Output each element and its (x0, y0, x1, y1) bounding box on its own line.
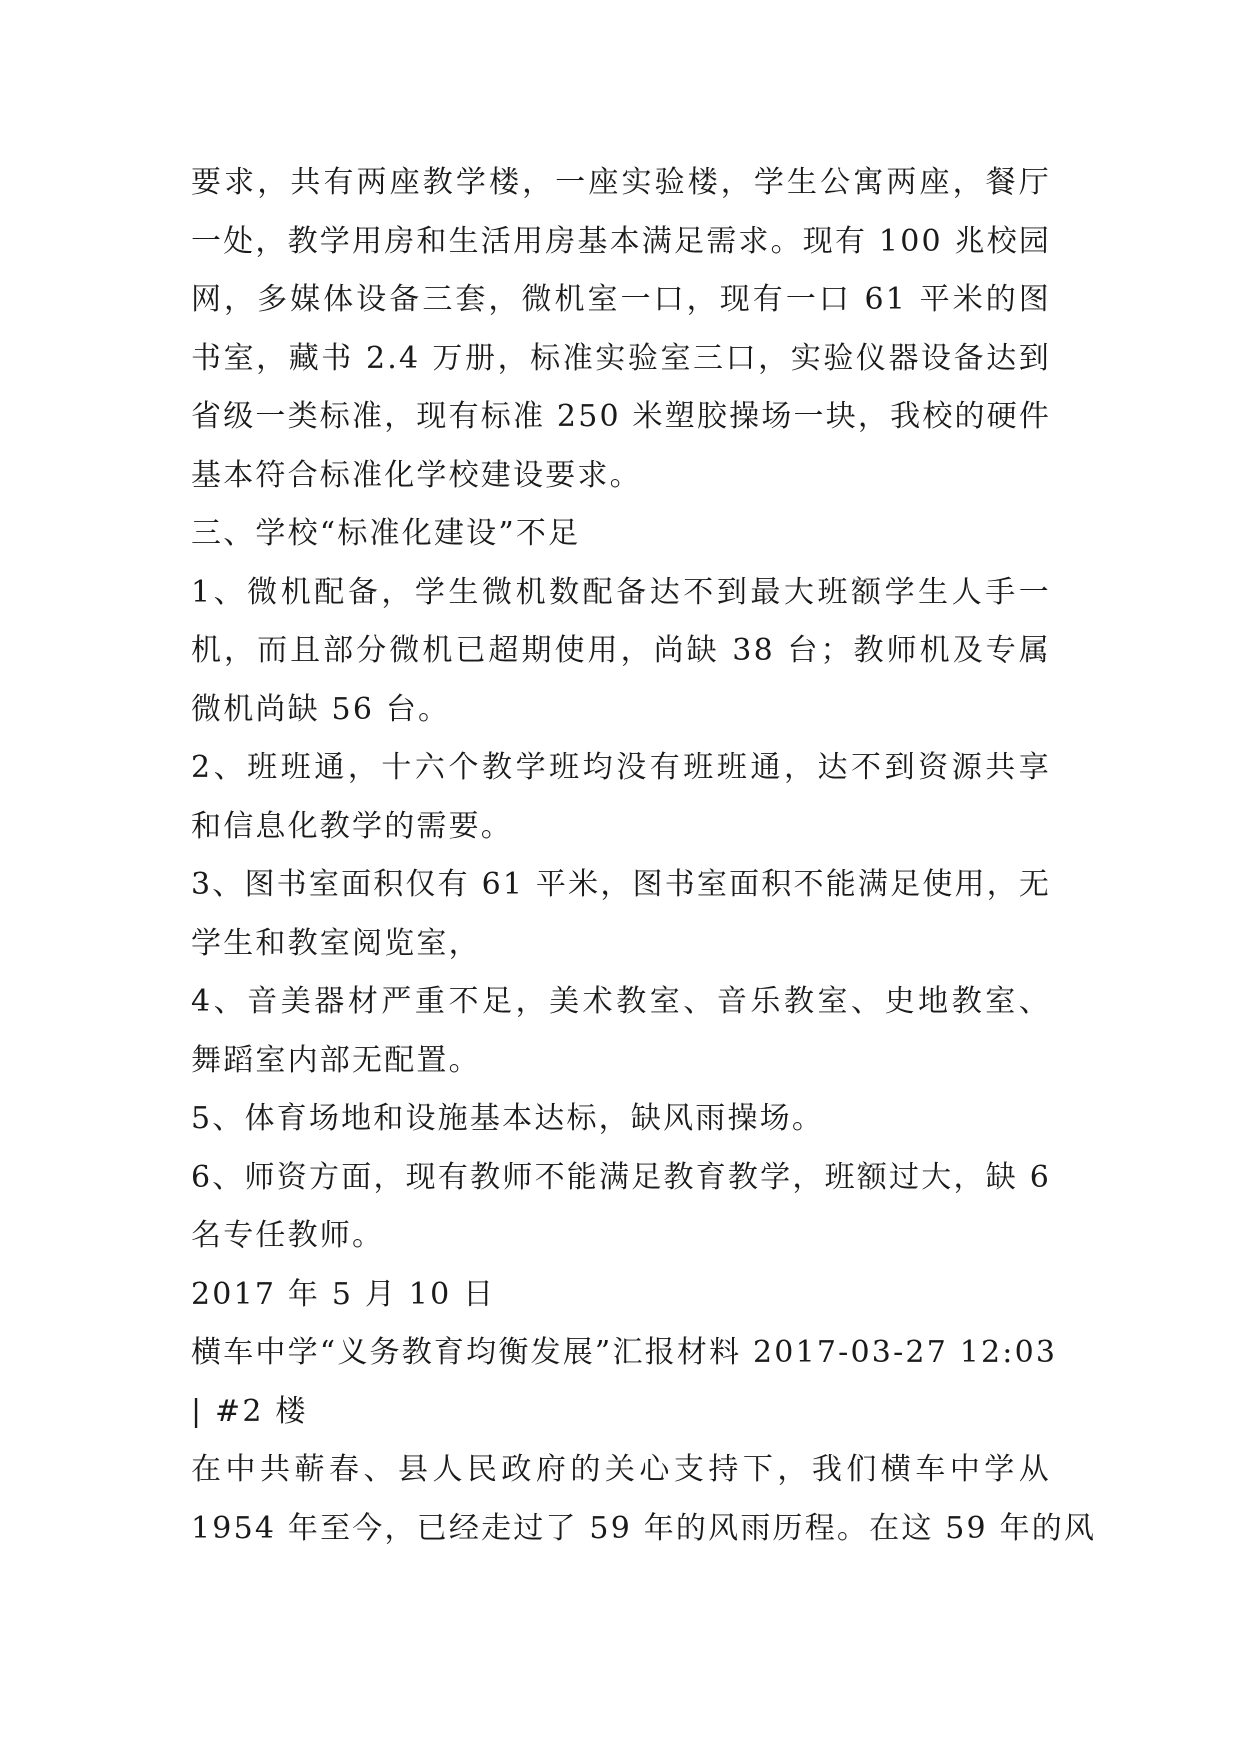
list-item-line: 微机尚缺 56 台。 (191, 691, 451, 727)
post-floor-label: | #2 楼 (191, 1393, 308, 1429)
paragraph-line: 书室，藏书 2.4 万册，标准实验室三口，实验仪器设备达到 (191, 340, 1051, 376)
list-item-line: 6、师资方面，现有教师不能满足教育教学，班额过大，缺 6 (191, 1159, 1051, 1195)
list-item-line: 2、班班通，十六个教学班均没有班班通，达不到资源共享 (191, 750, 1051, 785)
list-item-line: 舞蹈室内部无配置。 (191, 1042, 481, 1078)
list-item-line: 名专任教师。 (191, 1218, 385, 1253)
post-title-line: 横车中学“义务教育均衡发展”汇报材料 2017-03-27 12:03 (191, 1335, 1058, 1370)
paragraph-line: 网，多媒体设备三套，微机室一口，现有一口 61 平米的图 (191, 282, 1051, 317)
list-item-line: 3、图书室面积仅有 61 平米，图书室面积不能满足使用，无 (191, 867, 1052, 902)
list-item-line: 和信息化教学的需要。 (191, 808, 513, 844)
paragraph-line: 省级一类标准，现有标准 250 米塑胶操场一块，我校的硬件 (191, 399, 1052, 434)
paragraph-line: 要求，共有两座教学楼，一座实验楼，学生公寓两座，餐厅 (191, 165, 1051, 200)
list-item-line: 学生和教室阅览室， (191, 925, 481, 961)
list-item-line: 5、体育场地和设施基本达标，缺风雨操场。 (191, 1101, 825, 1136)
document-body (191, 154, 1097, 1558)
paragraph-line: 一处，教学用房和生活用房基本满足需求。现有 100 兆校园 (191, 223, 1052, 259)
list-item-line: 4、音美器材严重不足，美术教室、音乐教室、史地教室、 (191, 984, 1051, 1019)
list-item-line: 机，而且部分微机已超期使用，尚缺 38 台；教师机及专属 (191, 633, 1051, 668)
section-heading: 三、学校“标准化建设”不足 (191, 516, 581, 551)
date-line: 2017 年 5 月 10 日 (191, 1276, 496, 1312)
list-item-line: 1、微机配备，学生微机数配备达不到最大班额学生人手一 (191, 574, 1051, 610)
paragraph-line: 在中共蕲春、县人民政府的关心支持下，我们横车中学从 (191, 1452, 1051, 1487)
paragraph-line: 1954 年至今，已经走过了 59 年的风雨历程。在这 59 年的风 (191, 1510, 1097, 1546)
paragraph-line: 基本符合标准化学校建设要求。 (191, 457, 642, 493)
